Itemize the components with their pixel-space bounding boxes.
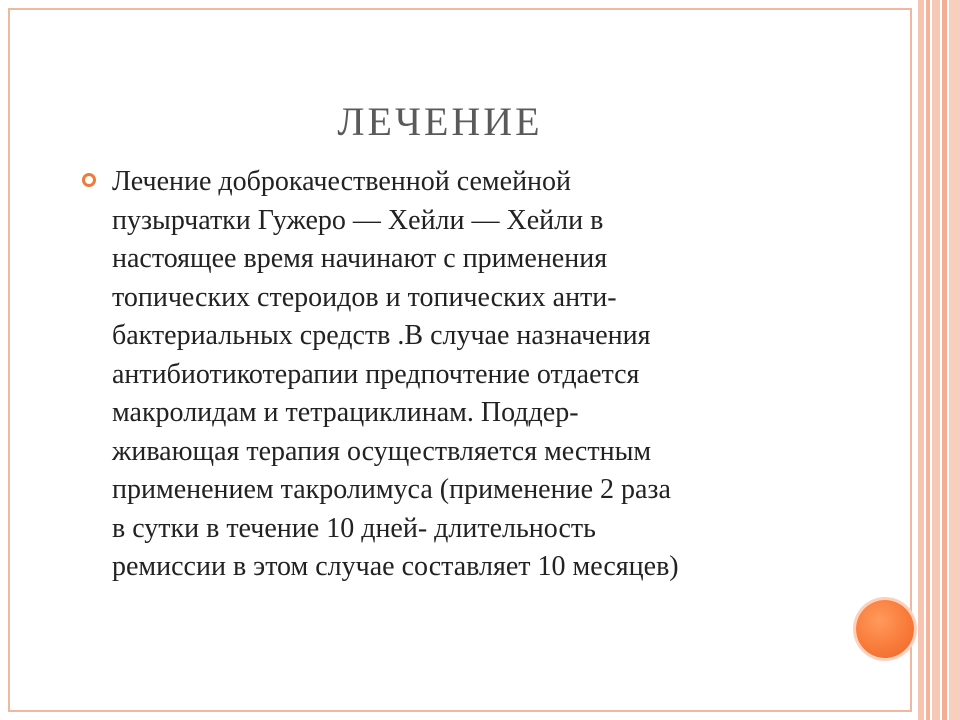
decorative-stripe	[949, 0, 960, 720]
text-line: живающая терапия осуществляется местным	[112, 435, 652, 467]
decorative-stripe	[918, 0, 924, 720]
circle-bullet-icon	[82, 173, 96, 187]
text-line: антибиотикотерапии предпочтение отдается	[112, 358, 640, 390]
text-line: пузырчатки Гужеро — Хейли — Хейли в	[112, 204, 604, 236]
text-line: топических стероидов и топических анти-	[112, 281, 617, 313]
text-line: ремиссии в этом случае составляет 10 месяцев)	[112, 551, 679, 582]
text-line: макролидам и тетрациклинам. Поддер-	[112, 397, 579, 428]
slide-title: ЛЕЧЕНИЕ	[337, 99, 543, 144]
frame-top-line	[8, 8, 912, 10]
bullet-text	[112, 163, 852, 587]
orange-circle-decoration	[856, 600, 914, 658]
decorative-stripe	[932, 0, 940, 720]
text-line: бактериальных средств .В случае назначения	[112, 320, 651, 351]
text-line: настоящее время начинают с применения	[112, 243, 608, 274]
text-line: Лечение доброкачественной семейной	[112, 166, 572, 197]
decorative-stripe	[942, 0, 947, 720]
frame-left-line	[8, 8, 10, 712]
frame-right-line	[910, 8, 912, 712]
text-line: в сутки в течение 10 дней- длительность	[112, 512, 596, 544]
frame-bottom-line	[8, 710, 912, 712]
decorative-stripe	[926, 0, 930, 720]
text-line: применением такролимуса (применение 2 раза	[112, 474, 671, 505]
